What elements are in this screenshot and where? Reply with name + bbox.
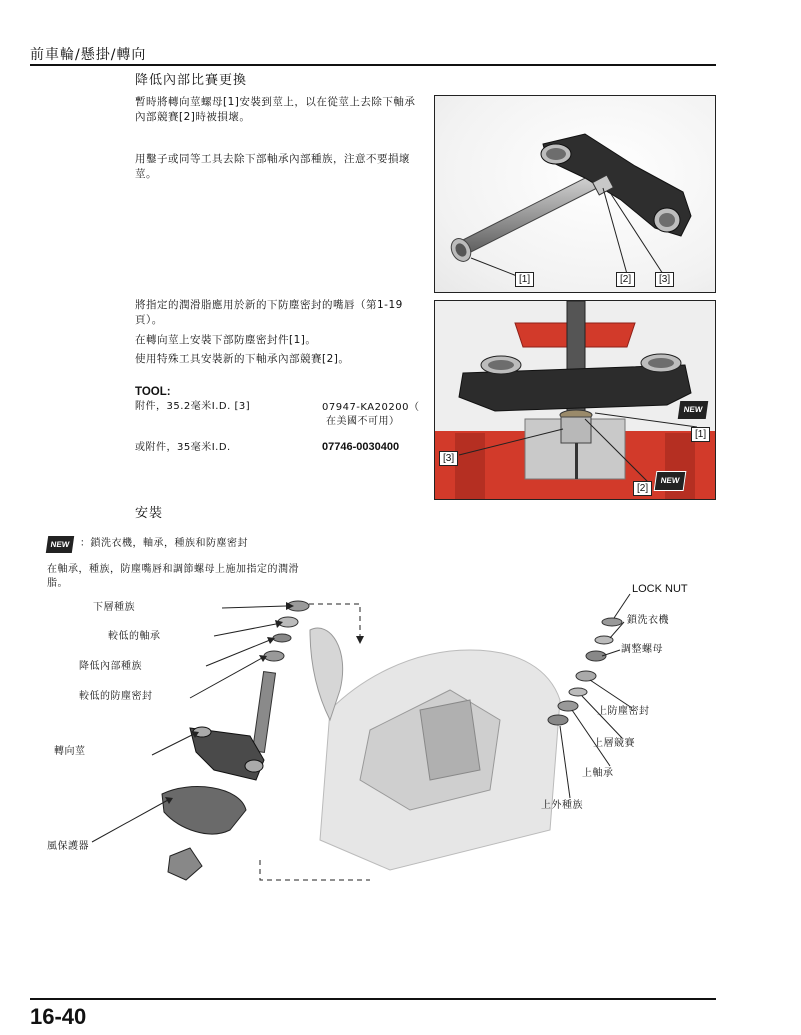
steering-stem-illustration [435,96,715,292]
new-parts-note: ：鎖洗衣機，軸承，種族和防塵密封 [80,538,248,549]
page-number: 16-40 [30,1004,87,1029]
tool-number: 07746-0030400 [322,441,400,453]
label-upper-race: 上層競賽 [593,738,635,749]
label-lower-race: 下層種族 [93,602,135,613]
callout-2: [2] [633,481,652,496]
new-part-icon [654,471,687,491]
callout-3: [3] [655,272,674,287]
label-lock-nut: LOCK NUT [632,583,688,595]
figure-steering-stem-photo [434,95,716,293]
section-heading-installation: 安裝 [135,506,164,521]
label-upper-bearing: 上軸承 [582,768,614,779]
tool-number: 07947-KA20200（ [322,402,420,413]
step-text: 在轉向莖上安裝下部防塵密封件[1]。 [135,334,317,346]
new-badge-text: NEW [660,476,681,485]
label-lower-dust-seal: 較低的防塵密封 [79,691,153,702]
step-text: 暫時將轉向莖螺母[1]安裝到莖上，以在從莖上去除下軸承內部競賽[2]時被損壞。 [135,96,416,123]
new-badge-text: NEW [50,540,70,549]
label-lower-inner-race: 降低內部種族 [79,661,142,672]
label-lock-washer: 鎖洗衣機 [627,615,669,626]
label-steering-stem: 轉向莖 [54,746,86,757]
callout-3: [3] [439,451,458,466]
figure-dust-seal-install-photo [434,300,716,500]
label-upper-dust-seal: 上防塵密封 [597,706,650,717]
step-text: 使用特殊工具安裝新的下軸承內部競賽[2]。 [135,353,350,365]
header-title: 前車輪/懸掛/轉向 [30,47,147,63]
label-lower-bearing: 較低的軸承 [108,631,161,642]
new-part-icon [46,536,74,553]
callout-1: [1] [515,272,534,287]
step-text: 將指定的潤滑脂應用於新的下防塵密封的嘴唇（第1-19頁）。 [135,299,403,326]
tool-name: 或附件，35毫米I.D. [135,442,231,453]
label-adjusting-nut: 調整螺母 [621,644,663,655]
tool-heading: TOOL: [135,386,171,398]
header-rule [30,64,716,66]
new-badge-text: NEW [683,405,704,414]
label-wind-protector: 風保護器 [47,841,89,852]
step-text: 用鑿子或同等工具去除下部軸承內部種族，注意不要損壞莖。 [135,153,410,180]
footer-rule [30,998,716,1000]
callout-2: [2] [616,272,635,287]
label-upper-outer-race: 上外種族 [541,800,583,811]
section-heading-lower-inner-race: 降低內部比賽更換 [135,73,248,88]
tool-name: 附件，35.2毫米I.D. [3] [135,401,251,412]
grease-note: 在軸承，種族，防塵嘴唇和調節螺母上施加指定的潤滑脂。 [47,564,299,589]
callout-1: [1] [691,427,710,442]
tool-note: 在美國不可用） [326,416,400,427]
new-part-icon [678,401,709,419]
press-tool-illustration [435,301,715,499]
